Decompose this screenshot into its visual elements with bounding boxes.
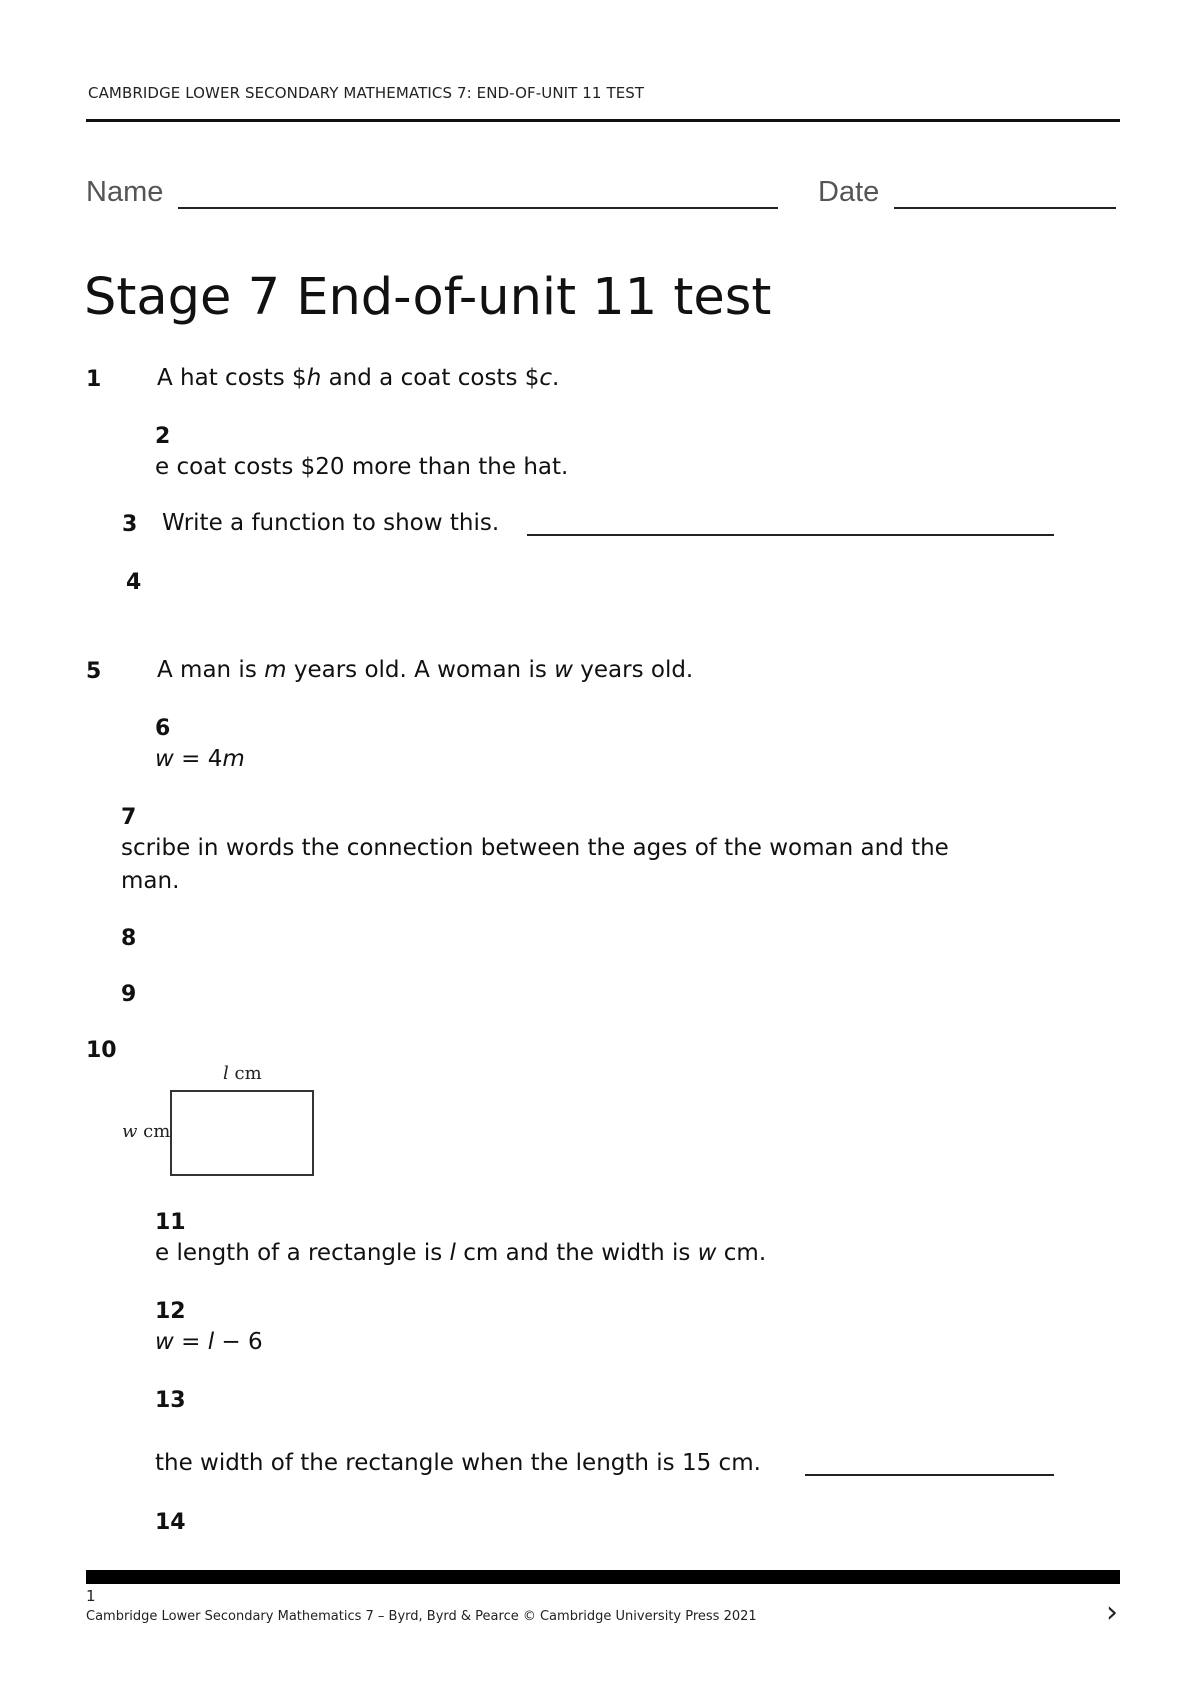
variable: l	[207, 1329, 215, 1355]
header-rule	[86, 119, 1120, 122]
question-text	[157, 657, 693, 683]
text-segment: e length of a rectangle is	[155, 1240, 450, 1266]
question-number: 12	[155, 1299, 186, 1324]
question-number: 6	[155, 716, 171, 741]
text-segment: − 6	[214, 1329, 263, 1355]
next-page-icon[interactable]: ›	[1106, 1595, 1118, 1630]
question-text: scribe in words the connection between the ages of the woman and the	[121, 835, 949, 861]
question-text: Write a function to show this.	[162, 510, 500, 536]
page-number: 1	[86, 1587, 96, 1605]
name-field[interactable]	[178, 207, 778, 209]
footer-copyright: Cambridge Lower Secondary Mathematics 7 – Byrd, Byrd & Pearce © Cambridge University Press 2021	[86, 1609, 757, 1624]
rectangle-shape	[170, 1090, 314, 1176]
width-label	[122, 1121, 170, 1142]
question-number: 13	[155, 1388, 186, 1413]
question-number: 5	[86, 659, 102, 684]
variable: m	[264, 657, 287, 683]
question-number: 8	[121, 926, 137, 951]
variable: h	[306, 365, 322, 391]
question-number: 2	[155, 424, 171, 449]
variable: w	[554, 657, 573, 683]
question-number: 14	[155, 1510, 186, 1535]
question-text	[155, 1240, 766, 1266]
text-segment: .	[552, 365, 560, 391]
variable: w	[155, 1329, 174, 1355]
text-segment: years old.	[572, 657, 694, 683]
text-segment: =	[173, 1329, 208, 1355]
question-text: man.	[121, 868, 180, 894]
name-label: Name	[86, 176, 164, 208]
running-header: CAMBRIDGE LOWER SECONDARY MATHEMATICS 7: END-OF-UNIT 11 TEST	[88, 84, 645, 102]
question-text	[157, 365, 559, 391]
footer-bar	[86, 1570, 1120, 1584]
answer-line[interactable]	[527, 534, 1054, 536]
text-segment: and a coat costs $	[321, 365, 540, 391]
question-number: 10	[86, 1038, 117, 1063]
question-text: e coat costs $20 more than the hat.	[155, 454, 569, 480]
date-label: Date	[818, 176, 880, 208]
variable: l	[449, 1240, 456, 1266]
answer-line[interactable]	[805, 1474, 1054, 1476]
unit: cm	[228, 1063, 262, 1084]
variable: m	[222, 746, 245, 772]
question-number: 3	[122, 512, 138, 537]
question-text: the width of the rectangle when the length is 15 cm.	[155, 1450, 761, 1476]
question-number: 11	[155, 1210, 186, 1235]
equation	[155, 1329, 263, 1355]
question-number: 4	[126, 570, 142, 595]
text-segment: A hat costs $	[157, 365, 307, 391]
variable: c	[539, 365, 553, 391]
date-field[interactable]	[894, 207, 1116, 209]
variable: w	[122, 1121, 138, 1142]
variable: w	[697, 1240, 717, 1266]
equation	[155, 746, 245, 772]
variable: l	[223, 1063, 229, 1084]
text-segment: years old. A woman is	[286, 657, 555, 683]
question-number: 9	[121, 982, 137, 1007]
question-number: 7	[121, 805, 137, 830]
text-segment: = 4	[173, 746, 223, 772]
length-label	[223, 1063, 262, 1084]
text-segment: cm.	[716, 1240, 767, 1266]
text-segment: cm and the width is	[455, 1240, 698, 1266]
text-segment: A man is	[157, 657, 265, 683]
unit: cm	[137, 1121, 171, 1142]
page-title: Stage 7 End-of-unit 11 test	[84, 268, 772, 327]
question-number: 1	[86, 367, 102, 392]
variable: w	[155, 746, 174, 772]
